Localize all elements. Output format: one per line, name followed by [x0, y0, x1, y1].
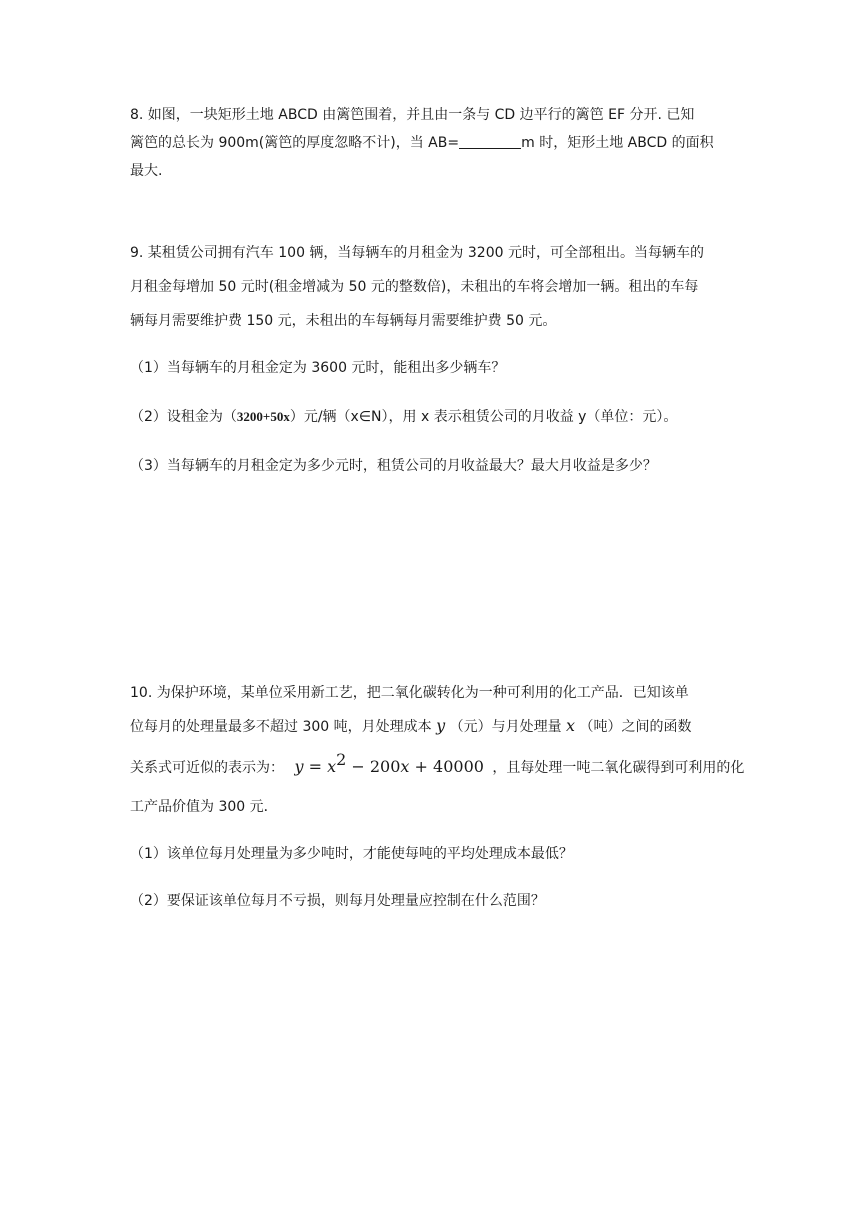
q9-line-2: 月租金每增加 50 元时(租金增减为 50 元的整数倍)，未租出的车将会增加一辆。租出的车每	[130, 279, 699, 295]
q10-part-1: （1）该单位每月处理量为多少吨时，才能使每吨的平均处理成本最低？	[130, 846, 573, 862]
q8-line-2-text-after: m 时，矩形土地 ABCD 的面积	[521, 135, 714, 151]
formula-equals: =	[303, 757, 328, 776]
q10-line-4: 工产品价值为 300 元．	[130, 799, 278, 815]
q9-part-2-text-b: ）元/辆（x∈N），用 x 表示租赁公司的月收益 y（单位：元）。	[289, 409, 678, 425]
q9-line-3: 辆每月需要维护费 150 元，未租出的车每辆每月需要维护费 50 元。	[130, 313, 557, 329]
formula-y: y	[294, 757, 304, 776]
formula-exponent: 2	[336, 750, 347, 769]
q9-line-1: 9. 某租赁公司拥有汽车 100 辆，当每辆车的月租金为 3200 元时，可全部租出。当每辆车的	[130, 245, 704, 261]
q10-line-2-text-a: 位每月的处理量最多不超过 300 吨，月处理成本	[130, 719, 432, 735]
q8-line-3: 最大.	[130, 163, 163, 179]
q10-line-1: 10. 为保护环境，某单位采用新工艺，把二氧化碳转化为一种可利用的化工产品．已知该单	[130, 685, 689, 701]
answer-blank	[459, 134, 521, 149]
q10-line-3-text-a: 关系式可近似的表示为：	[130, 760, 284, 776]
q10-line-2	[130, 716, 740, 737]
q9-part-2	[130, 407, 740, 427]
q8-line-1: 8. 如图，一块矩形土地 ABCD 由篱笆围着，并且由一条与 CD 边平行的篱笆 EF 分开. 已知	[130, 107, 695, 123]
q10-part-2: （2）要保证该单位每月不亏损，则每月处理量应控制在什么范围？	[130, 893, 545, 909]
formula-x: x	[327, 757, 337, 776]
formula-constant: + 40000	[409, 757, 484, 776]
q10-line-2-text-b: （元）与月处理量	[449, 719, 562, 735]
q9-part-2-text-a: （2）设租金为（	[130, 409, 237, 425]
cost-formula	[294, 750, 484, 776]
q8-line-2	[130, 133, 740, 153]
q8-line-2-text-before: 篱笆的总长为 900m(篱笆的厚度忽略不计)，当 AB=	[130, 135, 460, 151]
q10-line-2-text-c: （吨）之间的函数	[579, 719, 692, 735]
formula-x-linear: x	[400, 757, 410, 776]
q10-line-3-text-b: ，且每处理一吨二氧化碳得到可利用的化	[492, 760, 745, 776]
q9-part-2-expression: 3200+50x	[236, 409, 290, 424]
variable-y: y	[436, 716, 446, 735]
q9-part-3: （3）当每辆车的月租金定为多少元时，租赁公司的月收益最大？最大月收益是多少？	[130, 458, 657, 474]
variable-x: x	[566, 716, 576, 735]
q9-part-1: （1）当每辆车的月租金定为 3600 元时，能租出多少辆车？	[130, 360, 506, 376]
formula-minus-term: − 200	[346, 757, 401, 776]
q10-line-3	[130, 750, 745, 778]
